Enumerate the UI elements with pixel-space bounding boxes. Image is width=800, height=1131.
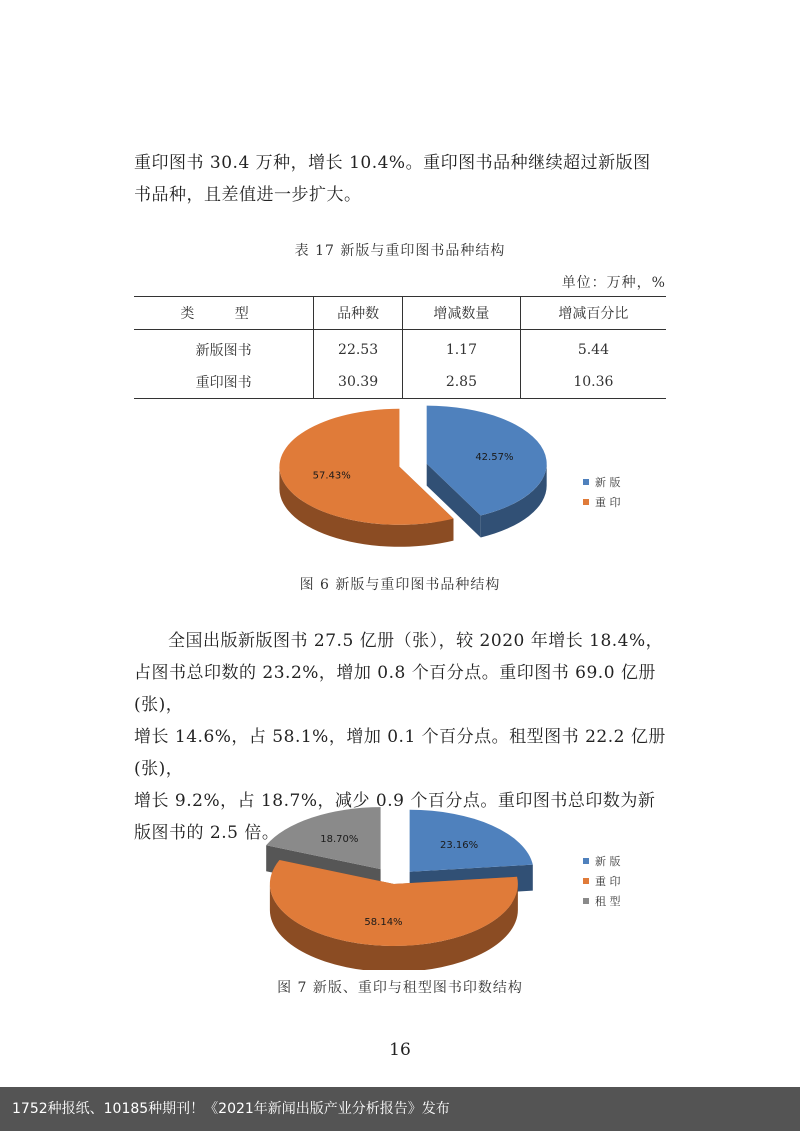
- chart-legend: [583, 854, 621, 908]
- chart-legend: [583, 475, 621, 509]
- paragraph-1-line-1: 重印图书 30.4 万种，增长 10.4%。重印图书品种继续超过新版图: [134, 153, 651, 173]
- figure-6-caption: 图 6 新版与重印图书品种结构: [299, 577, 501, 593]
- legend-swatch: [583, 898, 589, 904]
- paragraph-2-line-1: 全国出版新版图书 27.5 亿册（张），较 2020 年增长 18.4%，: [168, 631, 664, 651]
- legend-swatch: [583, 858, 589, 864]
- cell-type: 重印图书: [195, 375, 252, 391]
- pie-slices: [266, 807, 533, 970]
- data-label: 58.14%: [364, 916, 403, 928]
- paragraph-2-line-3: 增长 14.6%，占 58.1%，增加 0.1 个百分点。租型图书 22.2 亿册(张)，: [134, 727, 666, 779]
- legend-label: 重 印: [595, 875, 621, 888]
- table-header-row: [134, 297, 666, 330]
- pie-chart-figure-6: [0, 400, 800, 570]
- cell-change: 2.85: [403, 366, 521, 399]
- cell-percent: 5.44: [520, 330, 666, 367]
- paragraph-1-line-2: 书品种，且差值进一步扩大。: [134, 185, 362, 205]
- legend-label: 新 版: [595, 476, 621, 489]
- data-label: 18.70%: [320, 834, 359, 846]
- header-percent: 增减百分比: [520, 297, 666, 330]
- figure-7-caption: 图 7 新版、重印与租型图书印数结构: [277, 980, 523, 996]
- page-number: 16: [389, 1040, 411, 1060]
- data-label: 23.16%: [440, 840, 479, 852]
- cell-type: 新版图书: [195, 343, 252, 359]
- paragraph-1: [134, 147, 666, 211]
- cell-percent: 10.36: [520, 366, 666, 399]
- table-row: [134, 366, 666, 399]
- header-change: 增减数量: [403, 297, 521, 330]
- legend-label: 新 版: [595, 855, 621, 868]
- data-label: 57.43%: [312, 470, 351, 482]
- data-table: [134, 296, 666, 399]
- table-row: [134, 330, 666, 367]
- cell-count: 22.53: [314, 330, 403, 367]
- article-title-banner[interactable]: 1752种报纸、10185种期刊！《2021年新闻出版产业分析报告》发布: [0, 1087, 800, 1131]
- table-unit: 单位：万种，%: [561, 275, 666, 291]
- legend-label: 租 型: [595, 895, 621, 908]
- legend-swatch: [583, 878, 589, 884]
- cell-count: 30.39: [314, 366, 403, 399]
- legend-swatch: [583, 499, 589, 505]
- paragraph-2-line-4: 增长 9.2%，占 18.7%，减少 0.9 个百分点。重印图书总印数为新: [134, 791, 656, 811]
- legend-swatch: [583, 479, 589, 485]
- table-caption: 表 17 新版与重印图书品种结构: [294, 243, 506, 259]
- data-label: 42.57%: [475, 451, 514, 463]
- pie-chart-figure-7: [0, 780, 800, 970]
- paragraph-2-line-2: 占图书总印数的 23.2%，增加 0.8 个百分点。重印图书 69.0 亿册(张)，: [134, 663, 656, 715]
- header-type: 类 型: [180, 306, 267, 322]
- paragraph-2-line-5: 版图书的 2.5 倍。: [134, 823, 280, 843]
- cell-change: 1.17: [403, 330, 521, 367]
- legend-label: 重 印: [595, 496, 621, 509]
- header-count: 品种数: [314, 297, 403, 330]
